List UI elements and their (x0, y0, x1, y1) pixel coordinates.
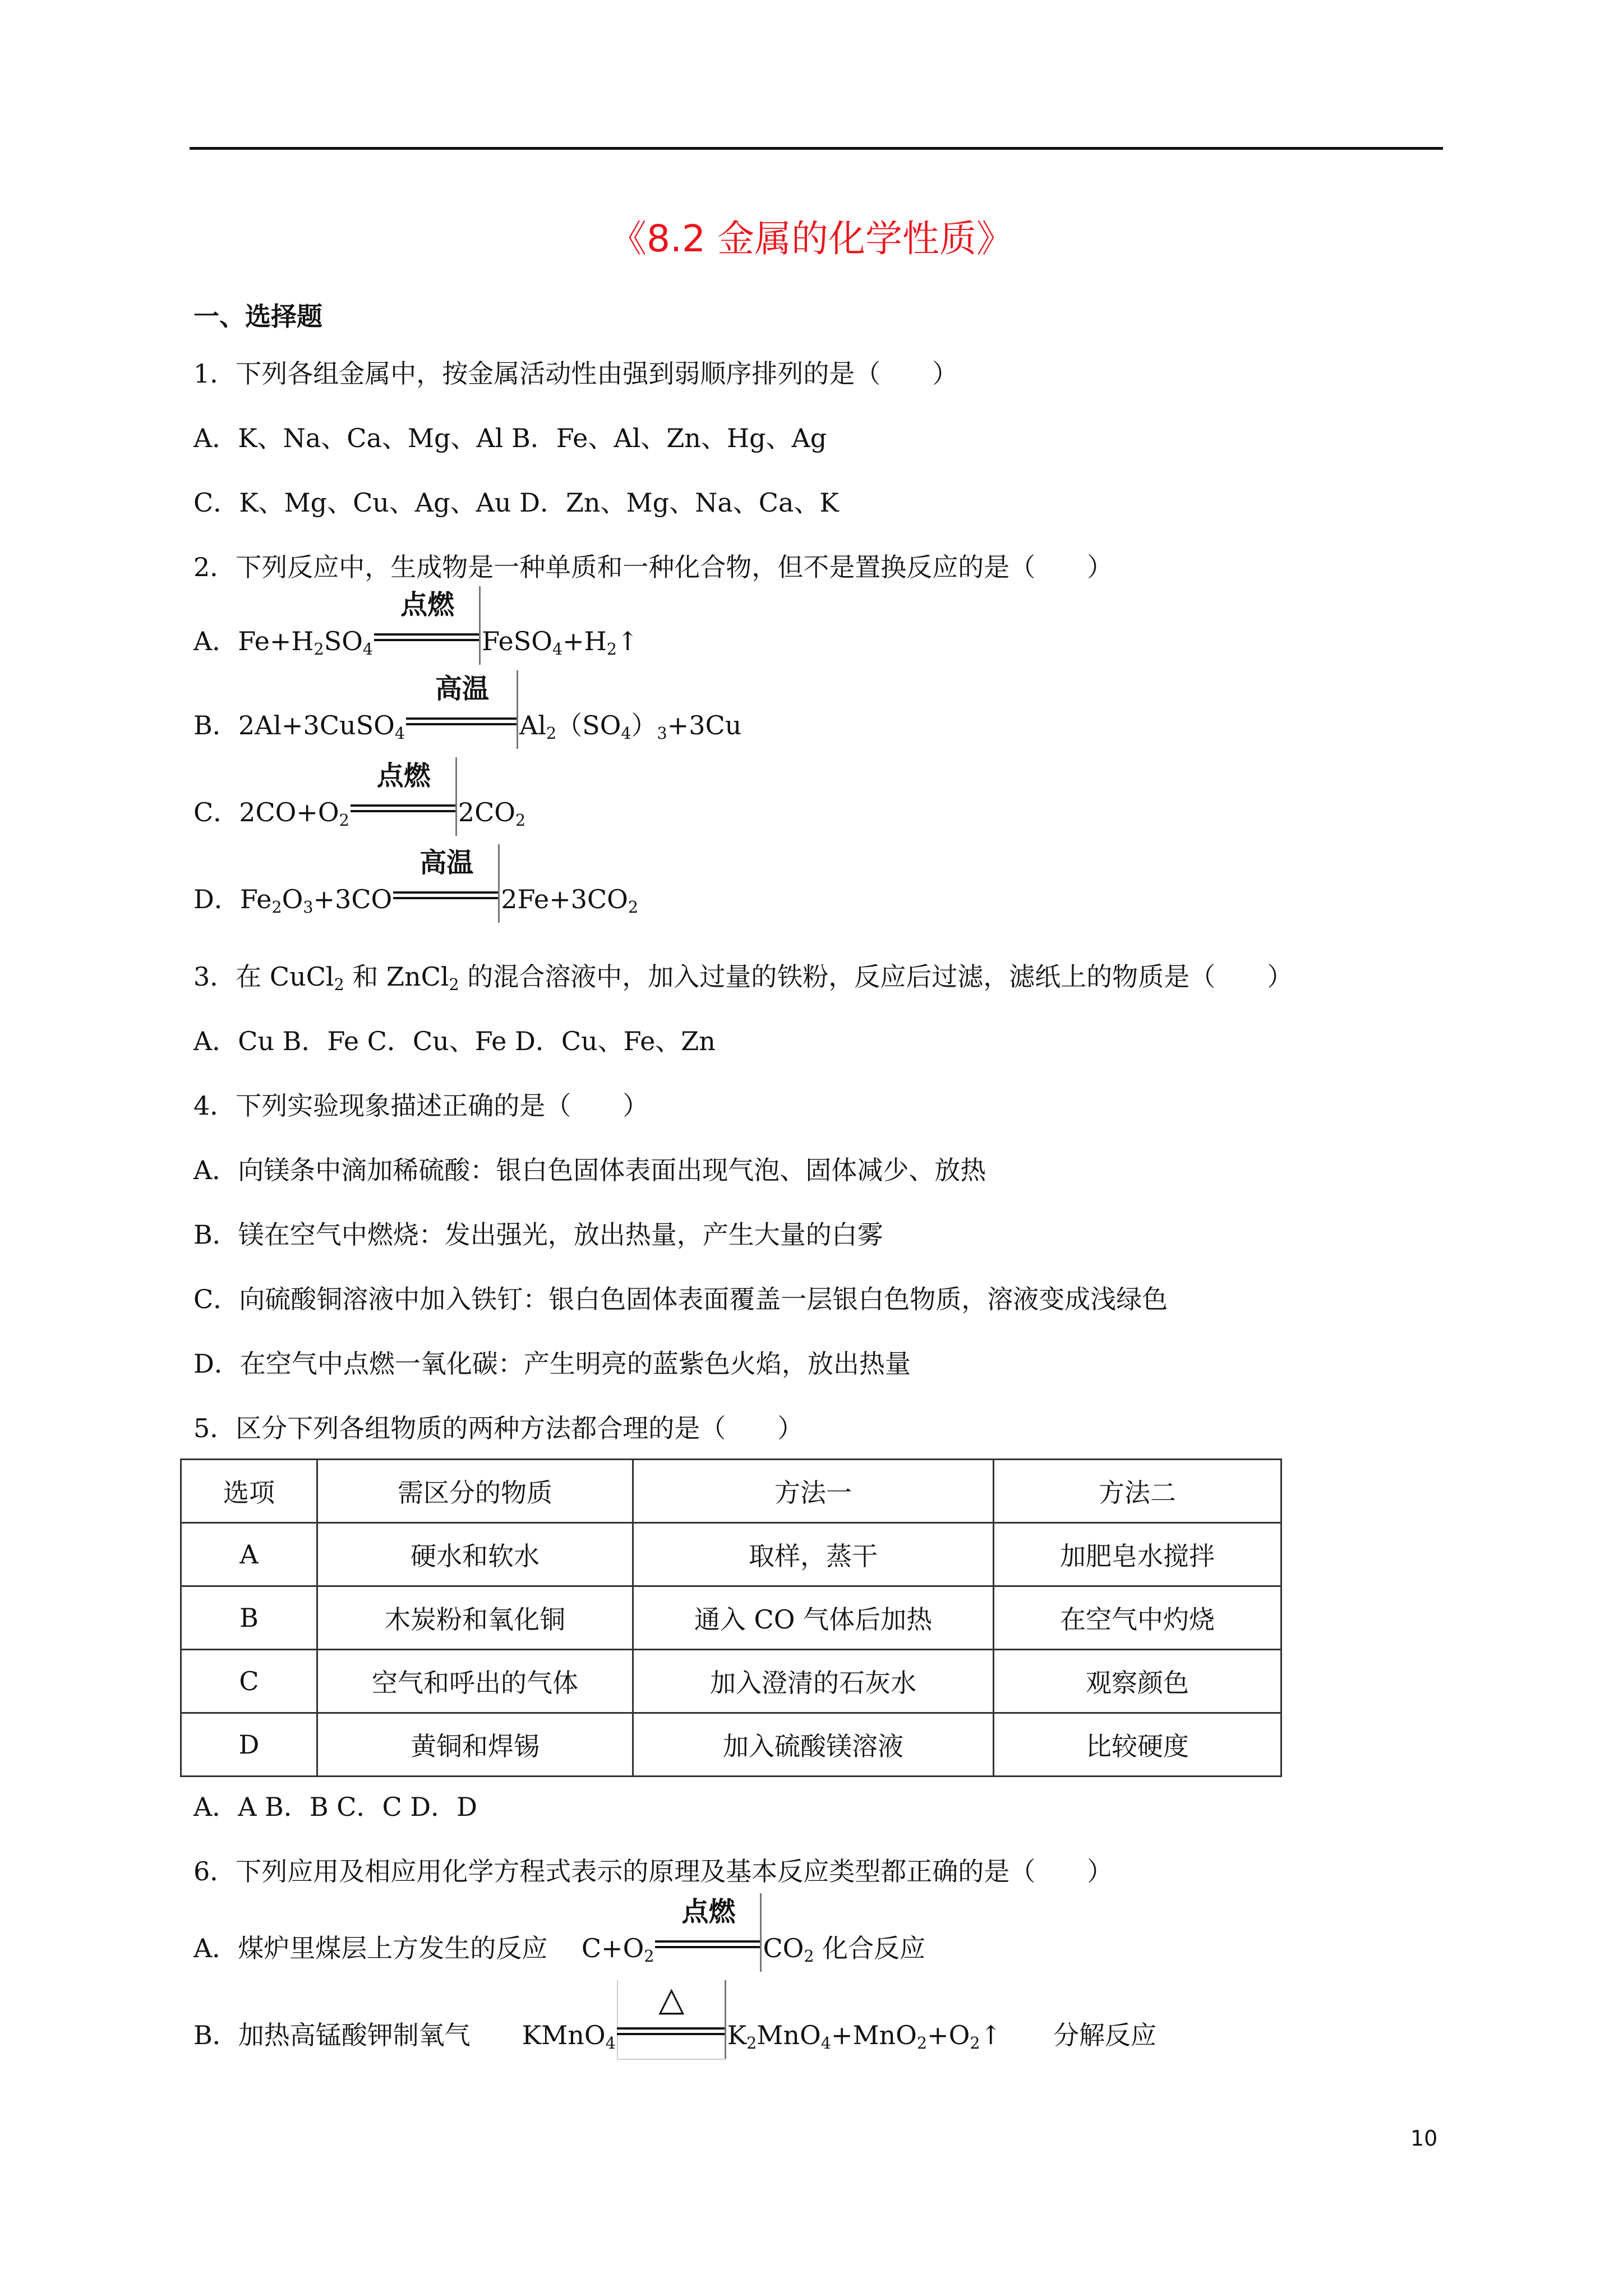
q2b-sub: 2 (546, 724, 557, 743)
table-row (181, 1523, 1281, 1586)
q6a-rhs: CO (763, 1933, 804, 1963)
table-cell: 取样，蒸干 (633, 1523, 994, 1586)
q2-option-c (193, 760, 526, 830)
q3-sub: 2 (334, 975, 344, 994)
table-cell: 加肥皂水搅拌 (994, 1523, 1281, 1586)
q2b-rhs: （SO (556, 710, 621, 740)
q2b-lhs: 2Al+3CuSO (238, 710, 395, 740)
q1-options-ab: A．K、Na、Ca、Mg、Al B．Fe、Al、Zn、Hg、Ag (193, 423, 827, 453)
q6a-sub: 2 (644, 1947, 654, 1966)
q6-option-a (193, 1896, 926, 1966)
q6b-type: 分解反应 (1002, 2020, 1157, 2050)
page-number: 10 (1410, 2126, 1438, 2151)
q4-option-d: D．在空气中点燃一氧化碳：产生明亮的蓝紫色火焰，放出热量 (193, 1349, 911, 1379)
q2d-sub: 3 (303, 898, 313, 917)
q2c-sub: 2 (339, 811, 349, 830)
q6-stem: 6．下列应用及相应用化学方程式表示的原理及基本反应类型都正确的是（ ） (193, 1856, 1113, 1887)
q2-option-a (193, 589, 639, 659)
page-title: 《8.2 金属的化学性质》 (610, 217, 1013, 260)
condition-label: 点燃 (681, 1896, 736, 1927)
table-row (181, 1713, 1281, 1777)
q6a-prefix: A．煤炉里煤层上方发生的反应 C+O (193, 1933, 644, 1963)
q2c-prefix: C． (193, 797, 239, 827)
q2a-rhs: +H (562, 626, 607, 656)
up-arrow-icon: ↑ (980, 2020, 1002, 2050)
table-cell: 加入硫酸镁溶液 (633, 1713, 994, 1777)
q5-table (180, 1458, 1282, 1777)
table-header-cell: 选项 (181, 1460, 317, 1523)
header-rule (190, 147, 1443, 150)
q2d-prefix: D． (193, 884, 240, 914)
table-cell: 在空气中灼烧 (994, 1586, 1281, 1650)
condition-label: 高温 (419, 847, 474, 878)
q2a-sub: 4 (552, 639, 563, 659)
delta-icon: △ (658, 1980, 685, 2019)
q6b-rhs: +O (927, 2020, 970, 2050)
q2b-sub: 4 (394, 724, 405, 743)
q2-option-b (193, 673, 742, 743)
table-cell: 空气和呼出的气体 (317, 1650, 633, 1713)
table-cell: 比较硬度 (994, 1713, 1281, 1777)
q2b-sub: 4 (621, 724, 631, 743)
q4-option-a: A．向镁条中滴加稀硫酸：银白色固体表面出现气泡、固体减少、放热 (193, 1155, 986, 1185)
reaction-condition (406, 673, 518, 738)
q2d-rhs: 2Fe+3CO (501, 884, 628, 914)
q1-options-cd: C．K、Mg、Cu、Ag、Au D．Zn、Mg、Na、Ca、K (193, 487, 839, 518)
q6b-rhs: +MnO (831, 2020, 917, 2050)
table-cell: 加入澄清的石灰水 (633, 1650, 994, 1713)
q2c-sub: 2 (515, 811, 526, 830)
q6b-rhs: MnO (757, 2020, 821, 2050)
q2a-lhs: SO (324, 626, 363, 656)
q6b-sub: 2 (916, 2033, 928, 2053)
up-arrow-icon: ↑ (616, 626, 639, 656)
reaction-condition (617, 1980, 726, 2047)
q2-option-d (193, 847, 639, 917)
table-header-cell: 方法二 (994, 1460, 1281, 1523)
reaction-condition (655, 1896, 762, 1961)
q2d-lhs: +3CO (313, 884, 393, 914)
q3-stem (193, 962, 1293, 995)
table-cell: 通入 CO 气体后加热 (633, 1586, 994, 1650)
q2a-lhs: Fe+H (238, 626, 314, 656)
table-header-row (181, 1460, 1281, 1523)
table-row (181, 1586, 1281, 1650)
table-row (181, 1650, 1281, 1713)
q6-option-b (193, 1980, 1157, 2053)
q2b-rhs: Al (519, 710, 546, 740)
table-cell: A (181, 1523, 317, 1586)
q2b-prefix: B． (193, 710, 238, 740)
reaction-condition (374, 589, 481, 654)
q6b-rhs: K (727, 2020, 747, 2050)
q2b-rhs: ） (631, 710, 657, 740)
q4-stem: 4．下列实验现象描述正确的是（ ） (193, 1091, 649, 1121)
q2a-sub: 2 (606, 639, 617, 659)
q6b-sub: 4 (820, 2033, 831, 2053)
q3-stem-text: 3．在 CuCl (193, 961, 334, 992)
table-header-cell: 方法一 (633, 1460, 994, 1523)
q2a-rhs: FeSO (482, 626, 552, 656)
q2d-sub: 2 (271, 898, 282, 917)
q5-options: A．A B．B C．C D．D (193, 1792, 478, 1822)
q3-stem-text: 的混合溶液中，加入过量的铁粉，反应后过滤，滤纸上的物质是（ ） (459, 961, 1293, 992)
q6b-prefix: B．加热高锰酸钾制氧气 KMnO (193, 2020, 606, 2050)
q3-options: A．Cu B．Fe C．Cu、Fe D．Cu、Fe、Zn (193, 1026, 716, 1056)
table-cell: 黄铜和焊锡 (317, 1713, 633, 1777)
q2b-sub: 3 (657, 724, 667, 743)
reaction-condition (393, 847, 500, 912)
q1-stem: 1．下列各组金属中，按金属活动性由强到弱顺序排列的是（ ） (193, 358, 958, 389)
q2-stem: 2．下列反应中，生成物是一种单质和一种化合物，但不是置换反应的是（ ） (193, 552, 1113, 582)
table-cell: B (181, 1586, 317, 1650)
q6a-type: 化合反应 (814, 1933, 926, 1963)
reaction-condition (351, 760, 457, 825)
condition-label: 点燃 (376, 760, 431, 792)
q2a-sub: 4 (362, 639, 374, 659)
q2c-lhs: 2CO+O (239, 797, 339, 827)
table-cell: 硬水和软水 (317, 1523, 633, 1586)
q2a-sub: 2 (313, 639, 324, 659)
q2b-rhs: +3Cu (667, 710, 742, 740)
q6b-sub: 2 (746, 2033, 757, 2053)
section-heading: 一、选择题 (193, 301, 322, 332)
q6b-sub: 2 (970, 2033, 980, 2053)
table-cell: C (181, 1650, 317, 1713)
q4-option-b: B．镁在空气中燃烧：发出强光，放出热量，产生大量的白雾 (193, 1220, 883, 1250)
q2a-prefix: A． (193, 626, 238, 656)
q3-stem-text: 和 ZnCl (344, 961, 449, 992)
q3-sub: 2 (449, 975, 459, 994)
q4-option-c: C．向硫酸铜溶液中加入铁钉：银白色固体表面覆盖一层银白色物质，溶液变成浅绿色 (193, 1284, 1168, 1314)
q2d-lhs: Fe (239, 884, 272, 914)
table-cell: D (181, 1713, 317, 1777)
condition-label: 高温 (435, 673, 490, 705)
table-cell: 观察颜色 (994, 1650, 1281, 1713)
q6b-sub: 4 (605, 2033, 616, 2053)
q2d-lhs: O (282, 884, 303, 914)
table-cell: 木炭粉和氧化铜 (317, 1586, 633, 1650)
q2d-sub: 2 (628, 898, 639, 917)
q6a-sub: 2 (804, 1947, 814, 1966)
condition-label: 点燃 (400, 589, 455, 620)
q5-stem: 5．区分下列各组物质的两种方法都合理的是（ ） (193, 1413, 804, 1443)
table-header-cell: 需区分的物质 (317, 1460, 633, 1523)
q2c-rhs: 2CO (458, 797, 515, 827)
